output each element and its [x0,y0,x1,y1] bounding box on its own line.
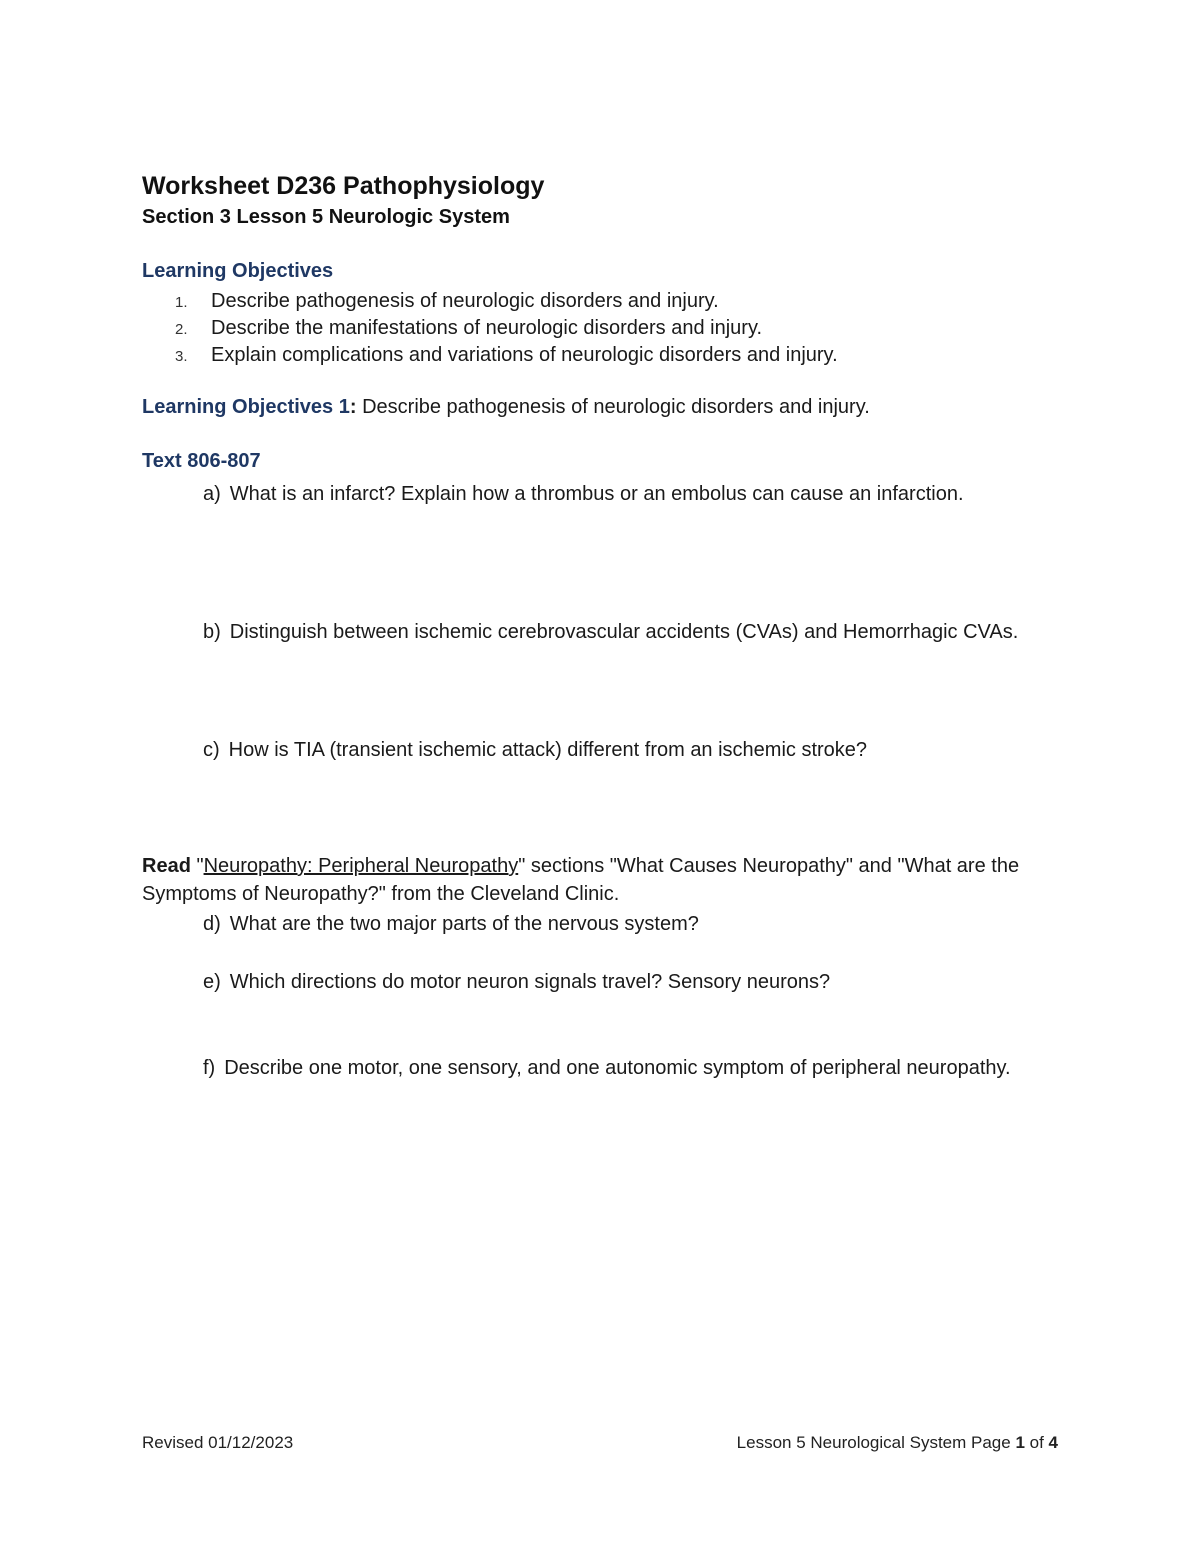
footer-page-total: 4 [1048,1433,1058,1452]
footer-page-prefix: Lesson 5 Neurological System Page [736,1433,1016,1452]
list-item-text: Describe the manifestations of neurologic disorders and injury. [211,317,763,339]
question-letter: c) [203,739,220,761]
worksheet-subtitle: Section 3 Lesson 5 Neurologic System [142,206,510,228]
question-a [203,480,1043,508]
learning-objective-1-line [142,396,870,419]
read-post-link: " sections "What Causes Neuropathy" and "What are the Symptoms of Neuropathy?" from the Cleveland Clinic. [142,855,1020,905]
footer-page-current: 1 [1015,1433,1025,1452]
list-item-text: Describe pathogenesis of neurologic disorders and injury. [211,290,719,312]
question-c [203,736,1043,764]
list-item-text: Explain complications and variations of neurologic disorders and injury. [211,344,838,366]
question-letter: a) [203,483,221,505]
read-pre-link: " [190,855,204,877]
question-letter: f) [203,1057,216,1079]
reading-assignment [142,852,1042,908]
lo1-colon: : [349,396,357,418]
question-text: Which directions do motor neuron signals travel? Sensory neurons? [229,971,831,993]
question-f [203,1054,1043,1082]
question-text: Describe one motor, one sensory, and one autonomic symptom of peripheral neuropathy. [224,1057,1011,1079]
question-letter: b) [203,621,221,643]
list-number: 2. [175,321,188,338]
learning-objective-1-text: Describe pathogenesis of neurologic disorders and injury. [356,396,870,418]
neuropathy-article-link[interactable]: Neuropathy: Peripheral Neuropathy [203,855,519,877]
question-text: What is an infarct? Explain how a thrombus or an embolus can cause an infarction. [229,483,964,505]
read-label: Read [142,855,191,877]
footer-revised-date: Revised 01/12/2023 [142,1433,294,1452]
question-letter: e) [203,971,221,993]
list-number: 3. [175,348,188,365]
question-text: How is TIA (transient ischemic attack) different from an ischemic stroke? [228,739,868,761]
question-d [203,910,1043,938]
question-text: Distinguish between ischemic cerebrovascular accidents (CVAs) and Hemorrhagic CVAs. [229,621,1019,643]
question-text: What are the two major parts of the nervous system? [229,913,699,935]
question-letter: d) [203,913,221,935]
learning-objectives-heading: Learning Objectives [142,260,334,282]
list-number: 1. [175,294,188,311]
footer-page-of: of [1024,1433,1049,1452]
question-b [203,618,1043,646]
text-reference: Text 806-807 [142,450,261,472]
worksheet-title: Worksheet D236 Pathophysiology [142,172,545,200]
learning-objective-1-label: Learning Objectives 1 [142,396,350,418]
question-e [203,968,1043,996]
footer-page-info [737,1433,1058,1453]
